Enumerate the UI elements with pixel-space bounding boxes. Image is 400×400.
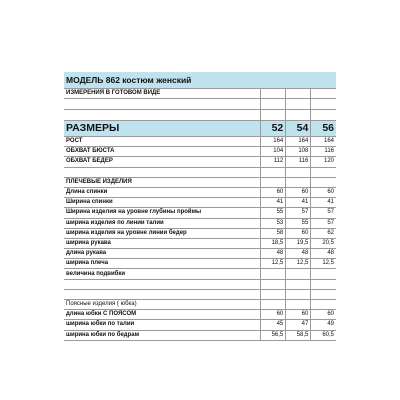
- row-value: 55: [286, 218, 311, 228]
- table-row: [64, 279, 336, 289]
- table-row: [64, 208, 336, 218]
- row-value: 164: [286, 137, 311, 147]
- row-value: 116: [311, 147, 336, 157]
- row-value: 41: [311, 198, 336, 208]
- row-label: [64, 289, 261, 299]
- table-row: [64, 330, 336, 340]
- table-row: [64, 157, 336, 167]
- measurement-sheet: [64, 72, 336, 341]
- row-label: ширина изделия по линии талии: [64, 218, 261, 228]
- row-value: 60: [286, 228, 311, 238]
- row-value: 53: [261, 218, 286, 228]
- size-table: [64, 72, 336, 341]
- row-value: 18,5: [261, 238, 286, 248]
- sizes-header-row: [64, 121, 336, 137]
- row-value: [311, 279, 336, 289]
- row-value: 55: [261, 208, 286, 218]
- row-value: 41: [286, 198, 311, 208]
- row-label: Ширина изделия на уровне глубины проймы: [64, 208, 261, 218]
- row-value: [286, 269, 311, 279]
- row-value: 60: [311, 187, 336, 197]
- blank-row: [64, 110, 336, 121]
- row-label: длина рукава: [64, 249, 261, 259]
- row-label: ширина рукава: [64, 238, 261, 248]
- table-row: [64, 198, 336, 208]
- table-row: [64, 177, 336, 187]
- row-value: [311, 300, 336, 310]
- row-value: 57: [286, 208, 311, 218]
- row-value: 49: [311, 320, 336, 330]
- row-value: 104: [261, 147, 286, 157]
- row-value: 60: [286, 310, 311, 320]
- row-value: 47: [286, 320, 311, 330]
- row-label: ширина изделия на уровне линии бедер: [64, 228, 261, 238]
- row-label: длина юбки С ПОЯСОМ: [64, 310, 261, 320]
- row-value: 60: [261, 310, 286, 320]
- row-value: 12,5: [311, 259, 336, 269]
- title-row: [64, 72, 336, 89]
- row-label: ширина юбки по талии: [64, 320, 261, 330]
- row-value: 60: [261, 187, 286, 197]
- row-value: 45: [261, 320, 286, 330]
- size-header: 52: [261, 121, 286, 137]
- sheet-subtitle: ИЗМЕРЕНИЯ В ГОТОВОМ ВИДЕ: [64, 89, 261, 99]
- table-row: [64, 249, 336, 259]
- row-value: [261, 300, 286, 310]
- row-value: [261, 177, 286, 187]
- table-row: [64, 238, 336, 248]
- row-value: 108: [286, 147, 311, 157]
- row-label: Ширина спинки: [64, 198, 261, 208]
- table-row: [64, 218, 336, 228]
- table-row: [64, 269, 336, 279]
- row-value: 48: [261, 249, 286, 259]
- table-row: [64, 187, 336, 197]
- row-value: 48: [311, 249, 336, 259]
- row-value: [311, 167, 336, 177]
- row-label: ОБХВАТ БЕДЕР: [64, 157, 261, 167]
- row-value: [261, 289, 286, 299]
- blank-row: [64, 99, 336, 110]
- row-value: 62: [311, 228, 336, 238]
- table-row: [64, 289, 336, 299]
- row-value: 58: [261, 228, 286, 238]
- row-value: 60: [286, 187, 311, 197]
- row-value: 164: [311, 137, 336, 147]
- table-row: [64, 167, 336, 177]
- row-value: 12,5: [261, 259, 286, 269]
- row-value: [311, 177, 336, 187]
- row-value: 57: [311, 218, 336, 228]
- row-value: 12,5: [286, 259, 311, 269]
- table-row: [64, 147, 336, 157]
- row-value: 116: [286, 157, 311, 167]
- size-header: 56: [311, 121, 336, 137]
- row-value: 60,5: [311, 330, 336, 340]
- row-label: [64, 279, 261, 289]
- table-row: [64, 320, 336, 330]
- row-value: 164: [261, 137, 286, 147]
- row-value: 48: [286, 249, 311, 259]
- table-row: [64, 310, 336, 320]
- row-label: ОБХВАТ БЮСТА: [64, 147, 261, 157]
- row-value: 19,5: [286, 238, 311, 248]
- size-header: 54: [286, 121, 311, 137]
- row-value: [261, 269, 286, 279]
- row-label: РОСТ: [64, 137, 261, 147]
- row-value: 112: [261, 157, 286, 167]
- table-row: [64, 300, 336, 310]
- table-row: [64, 228, 336, 238]
- subtitle-row: [64, 89, 336, 99]
- row-value: 58,5: [286, 330, 311, 340]
- row-value: 56,5: [261, 330, 286, 340]
- row-value: [286, 289, 311, 299]
- row-label: величина подвибки: [64, 269, 261, 279]
- row-label: ПЛЕЧЕВЫЕ ИЗДЕЛИЯ: [64, 177, 261, 187]
- row-value: [261, 279, 286, 289]
- row-value: [286, 177, 311, 187]
- row-value: [286, 279, 311, 289]
- row-value: [261, 167, 286, 177]
- row-label: Длина спинки: [64, 187, 261, 197]
- sheet-title: МОДЕЛЬ 862 костюм женский: [64, 72, 336, 89]
- row-value: [286, 167, 311, 177]
- row-label: [64, 167, 261, 177]
- row-value: 60: [311, 310, 336, 320]
- row-value: 20,5: [311, 238, 336, 248]
- row-value: [286, 300, 311, 310]
- row-value: [311, 269, 336, 279]
- row-value: [311, 289, 336, 299]
- table-row: [64, 137, 336, 147]
- table-row: [64, 259, 336, 269]
- row-value: 120: [311, 157, 336, 167]
- row-label: ширина плеча: [64, 259, 261, 269]
- row-value: 57: [311, 208, 336, 218]
- row-value: 41: [261, 198, 286, 208]
- row-label: Поясные изделия ( юбка): [64, 300, 261, 310]
- row-label: ширина юбки по бедрам: [64, 330, 261, 340]
- sizes-label: РАЗМЕРЫ: [64, 121, 261, 137]
